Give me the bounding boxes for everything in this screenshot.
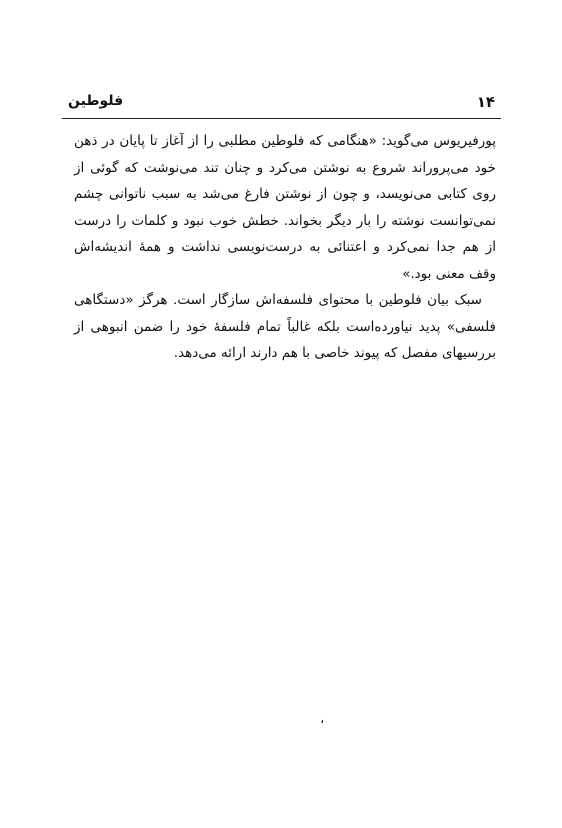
paragraph-style: سبک بیان فلوطین با محتوای فلسفه‌اش سازگار است. هرگز «دستگاهی فلسفی» پدید نیاورده‌است بلکه غالباً تمام فلسفهٔ خود را ضمن انبوهی از بررسیهای مفصل که پیوند خاصی با هم دارند ارائه می‌دهد. (74, 292, 496, 361)
header-rule (62, 118, 501, 119)
running-title: فلوطین (68, 93, 124, 109)
page-number: ۱۴ (476, 93, 495, 111)
footer-mark: ، (320, 712, 325, 727)
body-text (74, 128, 496, 367)
page-header (62, 91, 501, 115)
paragraph-quote: پورفیریوس می‌گوید: «هنگامی که فلوطین مطلبی را از آغاز تا پایان در ذهن خود می‌پروراند شروع به نوشتن می‌کرد و چنان تند می‌نوشت که گوئی از روی کتابی می‌نویسد، و چون از نوشتن فارغ می‌شد به سبب ناتوانی چشم نمی‌توانست نوشته را بار دیگر بخواند. خطش خوب نبود و کلمات را درست از هم جدا نمی‌کرد و اعتنائی به درست‌نویسی نداشت و همهٔ اندیشه‌اش وقف معنی بود.» (74, 133, 496, 282)
